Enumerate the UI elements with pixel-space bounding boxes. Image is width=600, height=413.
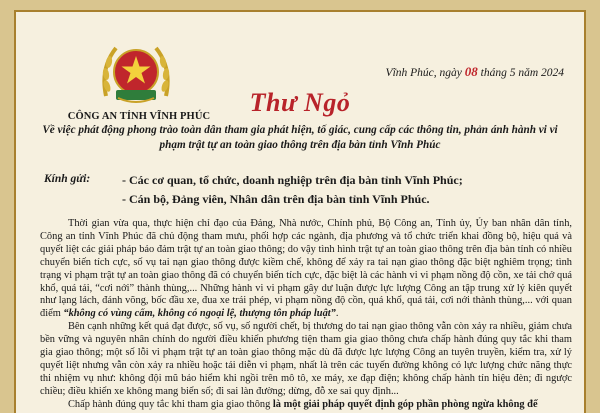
recipient-2: - Cán bộ, Đảng viên, Nhân dân trên địa bàn tỉnh Vĩnh Phúc. bbox=[122, 192, 430, 206]
paragraph-1-end: . bbox=[335, 308, 339, 320]
paragraph-3 bbox=[40, 399, 572, 412]
greeting-label: Kính gửi: bbox=[44, 173, 91, 185]
date-prefix: Vĩnh Phúc, ngày bbox=[385, 67, 462, 79]
paragraph-1-text: Thời gian vừa qua, thực hiện chỉ đạo của Đảng, Nhà nước, Chính phủ, Bộ Công an, Tỉnh ủy, Ủy ban nhân dân tỉnh, Công an tỉnh Vĩnh Phúc đã chủ động tham mưu, phối hợp các ngành, địa phương và tổ chức triển khai đồng bộ, hiệu quả và quyết liệt các giải pháp bảo đảm trật tự an toàn giao thông; do vậy tình hình trật tự an toàn giao thông trên địa bàn tỉnh có nhiều chuyển biến tích cực, số vụ tai nạn giao thông được kiềm chế, không để xảy ra tai nạn giao thông đặc biệt nghiêm trọng; tình trạng vi phạm trật tự an toàn giao thông đã có chuyển biến tích cực, đặc biệt là các hành vi vi phạm nồng độ cồn, xe tải chở quá khổ, quá tải, “cơi nới” thành thùng,... Những hành vi vi phạm gây dư luận được lực lượng Công an tập trung xử lý kiên quyết như lạng lách, đánh võng, bốc đầu xe, đua xe trái phép, vi phạm nồng độ cồn, quá khổ, quá tải, cơi nới thành thùng,... với quan điểm bbox=[40, 218, 572, 320]
letter-body bbox=[40, 218, 572, 412]
paragraph-3-text: Chấp hành đúng quy tắc khi tham gia giao thông bbox=[68, 398, 273, 410]
paragraph-2: Bên cạnh những kết quả đạt được, số vụ, số người chết, bị thương do tai nạn giao thông vẫn còn xảy ra nhiều, giảm chưa bền vững và nguyên nhân chính do người điều khiển phương tiện tham gia giao thông chưa chấp hành đúng quy tắc khi tham gia giao thông; một số lỗi vi phạm trật tự an toàn giao thông mặc dù đã được lực lượng Công an tuyên truyền, kiểm tra, xử lý quyết liệt nhưng vẫn còn xảy ra nhiều hoặc tái diễn vi phạm, nhất là trên các tuyến đường không có lực lượng chức năng thực thi nhiệm vụ như: không đội mũ bảo hiểm khi ngồi trên mô tô, xe máy, xe đạp điện; không chấp hành tín hiệu đèn; đi ngược chiều; điều khiển xe không mang biển số; đi sai làn đường; dừng, đỗ xe sai quy định... bbox=[40, 321, 572, 397]
recipient-1: - Các cơ quan, tổ chức, doanh nghiệp trên địa bàn tỉnh Vĩnh Phúc; bbox=[122, 173, 463, 187]
paragraph-3-emphasis: là một giải pháp quyết định góp phần phòng ngừa không để bbox=[272, 398, 538, 410]
paragraph-1-quote: “không có vùng cấm, không có ngoại lệ, thượng tôn pháp luật” bbox=[63, 308, 336, 320]
paragraph-1 bbox=[40, 218, 572, 321]
document-date bbox=[386, 64, 564, 80]
date-suffix: tháng 5 năm 2024 bbox=[480, 67, 564, 79]
agency-name: CÔNG AN TỈNH VĨNH PHÚC bbox=[67, 111, 211, 122]
letter-title: Thư Ngỏ bbox=[249, 88, 351, 117]
date-day: 08 bbox=[464, 64, 478, 79]
letter-subtitle: Về việc phát động phong trào toàn dân tham gia phát hiện, tố giác, cung cấp các thông tin, phản ánh hành vi vi phạm trật tự an toàn giao thông trên địa bàn tỉnh Vĩnh Phúc bbox=[42, 124, 558, 151]
